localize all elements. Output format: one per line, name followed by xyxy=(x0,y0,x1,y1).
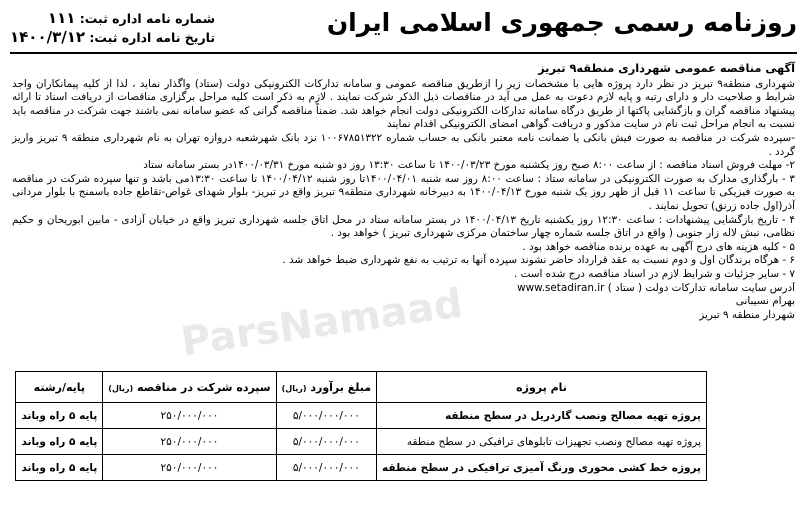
signer-name: بهرام نسیبانی xyxy=(735,295,795,308)
table-row xyxy=(16,403,707,429)
table-row xyxy=(16,455,707,481)
reg-date-line xyxy=(10,28,215,47)
site-address-label: آدرس سایت سامانه تدارکات دولت ( ستاد ) xyxy=(607,281,795,294)
col-estimate-label: مبلغ برآورد xyxy=(310,380,372,394)
cell-deposit: ۲۵۰/۰۰۰/۰۰۰ xyxy=(103,429,276,455)
cell-estimate: ۵/۰۰۰/۰۰۰/۰۰۰ xyxy=(276,429,376,455)
reg-date: ۱۴۰۰/۳/۱۲ xyxy=(10,28,86,46)
cell-estimate: ۵/۰۰۰/۰۰۰/۰۰۰ xyxy=(276,403,376,429)
projects-table-wrap xyxy=(21,371,707,481)
table-header-row xyxy=(16,372,707,403)
ad-item-deposit: -سپرده شرکت در مناقصه به صورت فیش بانکی یا ضمانت نامه معتبر بانکی به حساب شماره ۱۰۰۶۷۸۵۱۳۲۲ نزد بانک شهرشعبه دروازه تهران به نام شهرداری منطقه ۹ تبریز واریز گردد . xyxy=(12,131,795,158)
gazette-header xyxy=(10,6,797,50)
gazette-title: روزنامه رسمی جمهوری اسلامی ایران xyxy=(326,8,797,37)
cell-project: پروژه خط کشی محوری ورنگ آمیزی ترافیکی در سطح منطقه xyxy=(377,455,707,481)
cell-deposit: ۲۵۰/۰۰۰/۰۰۰ xyxy=(103,403,276,429)
col-deposit-unit: (ریال) xyxy=(108,383,134,393)
site-url: www.setadiran.ir xyxy=(517,281,605,294)
ad-item-6: ۶ - هرگاه برندگان اول و دوم نسبت به عقد قرارداد حاضر نشوند سپرده آنها به ترتیب به نفع شهرداری ضبط خواهد شد . xyxy=(282,254,795,267)
cell-grade: پایه ۵ راه وباند xyxy=(16,455,103,481)
ad-title: آگهی مناقصه عمومی شهرداری منطقه۹ تبریز xyxy=(538,61,795,75)
col-deposit-label: سپرده شرکت در مناقصه xyxy=(137,380,271,394)
ad-item-3: ۳ - بارگذاری مدارک به صورت الکترونیکی در سامانه ستاد : ساعت ۸:۰۰ روز سه شنبه ۱۴۰۰/۰۴/۰۱تا روز شنبه ۱۴۰۰/۰۴/۱۲ تا ساعت ۱۳:۳۰می باشد و تنها سپرده شرکت در مناقصه به صورت فیزیکی تا ساعت ۱۱ قبل از ظهر روز یک شنبه مورخ ۱۴۰۰/۰۴/۱۳ به دبیرخانه شهرداری منطقه۹ تبریز واقع در تبریز- بلوار شهدای غواص-تقاطع جاده باسمنج با بلوار مردانی آذر(اول جاده زرنق) تحویل نمایند . xyxy=(12,172,795,212)
col-deposit xyxy=(103,372,276,403)
registration-info xyxy=(10,9,215,47)
ad-item-5: ۵ - کلیه هزینه های درج آگهی به عهده برنده مناقصه خواهد بود . xyxy=(522,240,795,253)
ad-body xyxy=(12,62,795,322)
cell-estimate: ۵/۰۰۰/۰۰۰/۰۰۰ xyxy=(276,455,376,481)
ad-item-7: ۷ - سایر جزئیات و شرایط لازم در اسناد مناقصه درج شده است . xyxy=(513,267,795,280)
cell-project: پروژه تهیه مصالح ونصب گاردریل در سطح منطقه xyxy=(377,403,707,429)
col-grade: پایه/رشته xyxy=(16,372,103,403)
cell-project: پروژه تهیه مصالح ونصب تجهیزات تابلوهای ترافیکی در سطح منطقه xyxy=(377,429,707,455)
ad-item-4: ۴ - تاریخ بازگشایی پیشنهادات : ساعت ۱۲:۳۰ روز یکشنبه تاریخ ۱۴۰۰/۰۴/۱۳ در بستر سامانه ستاد در محل اتاق جلسه شهرداری تبریز واقع در خیابان آزادی - مابین ابوریحان و حکیم نظامی، نبش لاله زار جنوبی ( واقع در اتاق جلسه شماره چهار ساختمان مرکزی شهرداری تبریز ) خواهد بود . xyxy=(12,213,796,240)
reg-number: ۱۱۱ xyxy=(47,9,76,27)
header-divider xyxy=(10,52,797,54)
reg-number-label: شماره نامه اداره ثبت: xyxy=(79,11,216,26)
table-row xyxy=(16,429,707,455)
cell-grade: پایه ۵ راه وباند xyxy=(16,403,103,429)
reg-number-line xyxy=(10,9,215,28)
reg-date-label: تاریخ نامه اداره ثبت: xyxy=(89,30,216,45)
cell-deposit: ۲۵۰/۰۰۰/۰۰۰ xyxy=(103,455,276,481)
projects-table xyxy=(15,371,707,481)
signer-title: شهردار منطقه ۹ تبریز xyxy=(699,308,795,321)
col-estimate-unit: (ریال) xyxy=(281,383,307,393)
col-estimate xyxy=(276,372,376,403)
col-project: نام پروژه xyxy=(377,372,707,403)
watermark: ParsNamaad xyxy=(178,280,466,366)
cell-grade: پایه ۵ راه وباند xyxy=(16,429,103,455)
ad-item-2: ۲- مهلت فروش اسناد مناقصه : از ساعت ۸:۰۰ صبح روز یکشنبه مورخ ۱۴۰۰/۰۳/۲۳ تا ساعت ۱۳:۳۰ روز دو شنبه مورخ ۱۴۰۰/۰۳/۳۱در بستر سامانه ستاد xyxy=(143,159,795,172)
site-address-line xyxy=(12,282,795,296)
ad-intro: شهرداری منطقه۹ تبریز در نظر دارد پروژه هایی با مشخصات زیر را ازطریق مناقصه عمومی و سامانه تدارکات الکترونیکی دولت (ستاد) واگذار نماید ، لذا از کلیه پیمانکاران واجد شرایط و صلاحیت دار و دارای رتبه و پایه لازم دعوت به عمل می آید در مناقصات ذیل الذکر شرکت نمایند . لازم به ذکر است کلیه مراحل برگزاری مناقصات از دریافت اسناد تا ارائه پیشنهاد مناقصه گران و بازگشایی پاکتها از طریق درگاه سامانه تدارکات الکترونیکی دولت انجام خواهد شد. ضمناً مناقصه گرانی که عضو سامانه نمی باشند جهت شرکت در مناقصه باید نسبت به انجام مراحل ثبت نام در سایت مذکور و دریافت گواهی امضای الکترونیکی اقدام نمایند xyxy=(12,77,795,131)
